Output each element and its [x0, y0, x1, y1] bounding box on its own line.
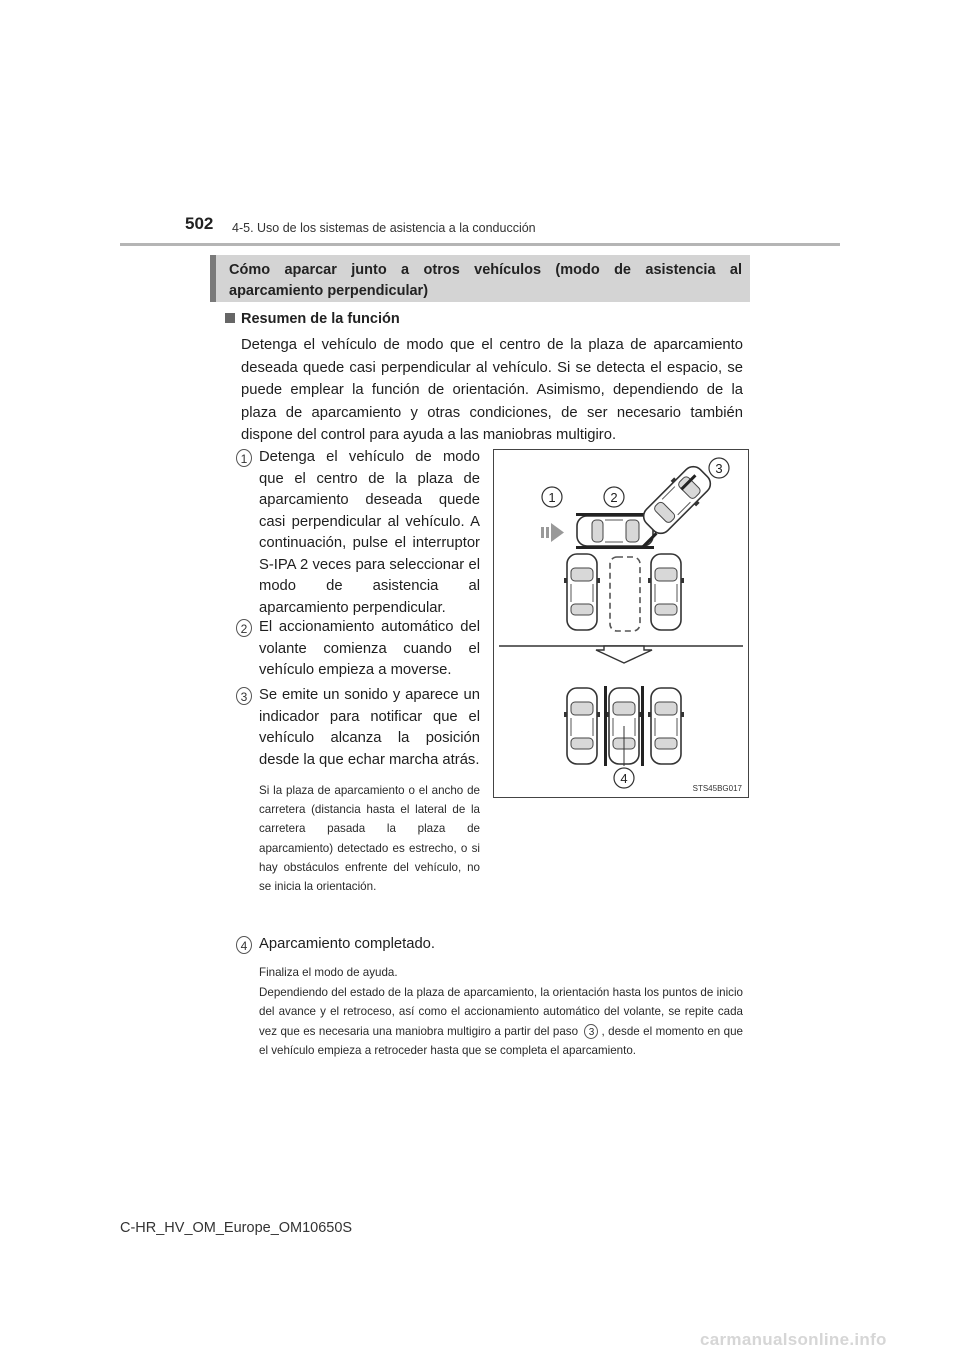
step-3: [236, 685, 480, 896]
figure-marker-4: [614, 768, 634, 788]
section-heading-box: [210, 255, 750, 302]
figure-marker-3: [709, 458, 729, 478]
step-number-badge: 1: [236, 449, 252, 467]
parked-car-left: [564, 554, 600, 630]
chapter-title: 4-5. Uso de los sistemas de asistencia a la conducción: [232, 221, 536, 235]
down-arrow-icon: [596, 646, 652, 663]
step-note: Si la plaza de aparcamiento o el ancho de carretera (distancia hasta el lateral de la carretera pasada la plaza de aparcamiento) detectado es estrecho, o si hay obstáculos enfrente del vehículo, no se inicia la orientación.: [259, 784, 480, 894]
step-text: Se emite un sonido y aparece un indicador para notificar que el vehículo alcanza la posición desde la que echar marcha atrás.: [259, 687, 480, 768]
step-text: Detenga el vehículo de modo que el centro de la plaza de aparcamiento deseada quede casi perpendicular al vehículo. A continuación, pulse el interruptor S-IPA 2 veces para seleccionar el modo de asistencia al aparcamiento perpendicular.: [259, 449, 480, 616]
final-note-text-before: Dependiendo del estado de la plaza de aparcamiento, la orientación hasta los puntos de inicio del avance y el retroceso, así como el accionamiento automático del volante, se repite cada vez que es necesaria una maniobra multigiro a partir del paso: [259, 985, 743, 1038]
section-title: Cómo aparcar junto a otros vehículos (modo de asistencia al aparcamiento perpendicular): [229, 262, 742, 299]
final-note-line: Finaliza el modo de ayuda.: [259, 966, 398, 979]
footer-doc-id: C-HR_HV_OM_Europe_OM10650S: [120, 1220, 353, 1236]
forward-arrow-icon: [541, 523, 564, 542]
final-note-text-after: , desde el momento en que el vehículo empieza a retroceder hasta que se completa el aparcamiento.: [259, 1024, 743, 1057]
intro-paragraph: Detenga el vehículo de modo que el centro de la plaza de aparcamiento deseada quede casi perpendicular al vehículo. Si se detecta el espacio, se puede emplear la función de orientación. Asimismo, dependiendo de la plaza de aparcamiento y otras condiciones, de ser necesario también dispone del control para ayuda a las maniobras multigiro.: [241, 337, 743, 443]
square-bullet-icon: [225, 313, 235, 323]
svg-text:3: 3: [715, 461, 723, 476]
parked-car-right-final: [648, 688, 684, 764]
parking-illustration: [493, 449, 749, 798]
subheading-text: Resumen de la función: [241, 311, 400, 327]
header-rule: [120, 243, 840, 246]
car-step-2: [577, 513, 653, 549]
step-text: Aparcamiento completado.: [259, 936, 436, 952]
figure-marker-2: [604, 487, 624, 507]
parked-car-left-final: [564, 688, 600, 764]
subheading: [225, 311, 400, 327]
step-number-badge: 4: [236, 936, 252, 954]
figure-code: STS45BG017: [692, 784, 742, 793]
step-reference-badge: 3: [584, 1024, 598, 1039]
svg-text:2: 2: [610, 490, 618, 505]
step-number-badge: 2: [236, 619, 252, 637]
svg-text:4: 4: [620, 771, 628, 786]
watermark: carmanualsonline.info: [700, 1330, 887, 1349]
step-text: El accionamiento automático del volante comienza cuando el vehículo empieza a moverse.: [259, 619, 480, 678]
step-number-badge: 3: [236, 687, 252, 705]
svg-text:1: 1: [548, 490, 556, 505]
step-1: [236, 447, 480, 619]
target-space-outline: [610, 557, 640, 631]
final-notes: [259, 963, 743, 1061]
step-2: [236, 617, 480, 682]
page-number: 502: [185, 214, 214, 233]
figure-marker-1: [542, 487, 562, 507]
parking-diagram: [494, 450, 748, 797]
final-note-paragraph: [259, 983, 743, 1061]
parked-car-right: [648, 554, 684, 630]
step-4: [236, 934, 480, 956]
